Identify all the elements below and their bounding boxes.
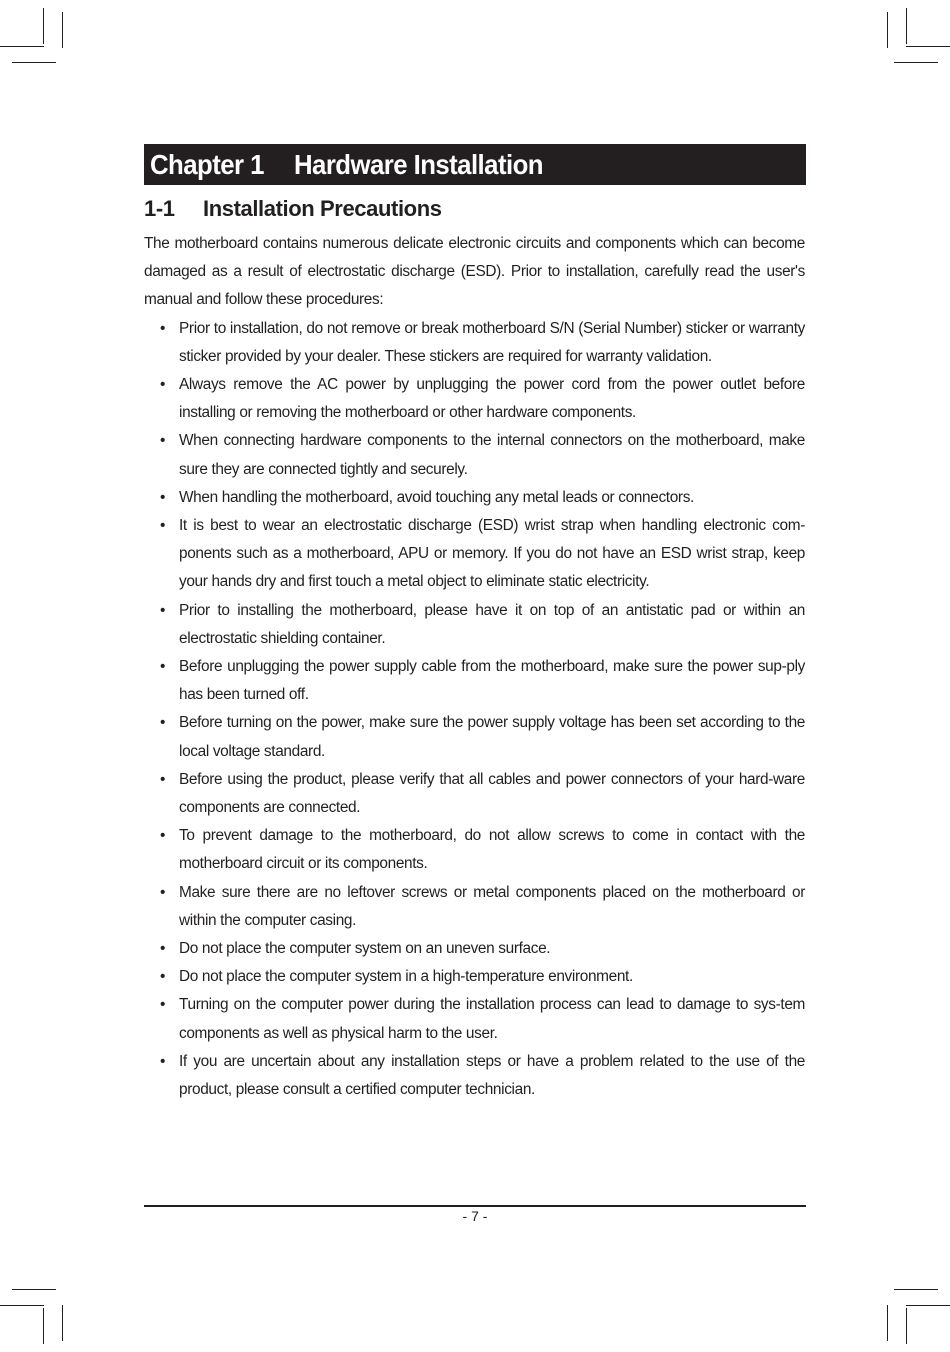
- bullet-icon: •: [160, 658, 166, 676]
- list-item-text: Turning on the computer power during the installation process can lead to damage to sys-tem components as well as physical harm to the user.: [179, 996, 805, 1042]
- list-item: [144, 597, 805, 653]
- list-item-text: Do not place the computer system on an uneven surface.: [179, 940, 551, 958]
- bullet-icon: •: [160, 1052, 166, 1070]
- chapter-title: Hardware Installation: [294, 148, 543, 180]
- list-item: [144, 512, 805, 597]
- list-item: [144, 935, 805, 963]
- list-item: [144, 315, 805, 371]
- section-heading: [144, 196, 442, 222]
- list-item: [144, 709, 805, 765]
- list-item: [144, 879, 805, 935]
- list-item: [144, 371, 805, 427]
- list-item-text: To prevent damage to the motherboard, do not allow screws to come in contact with the motherboard circuit or its components.: [179, 827, 805, 873]
- crop-mark: [12, 62, 56, 63]
- list-item-text: It is best to wear an electrostatic discharge (ESD) wrist strap when handling electronic com-ponents such as a motherboard, APU or memory. If you do not have an ESD wrist strap, keep your hands dry and first touch a metal object to eliminate static electricity.: [179, 517, 805, 591]
- section-number: 1-1: [144, 196, 175, 221]
- list-item-text: Before using the product, please verify that all cables and power connectors of your hard-ware components are connected.: [179, 770, 805, 817]
- bullet-icon: •: [160, 968, 166, 986]
- bullet-icon: •: [160, 940, 166, 958]
- crop-mark: [0, 1305, 44, 1306]
- crop-mark: [894, 1289, 938, 1290]
- list-item-text: Make sure there are no leftover screws or metal components placed on the motherboard or within the computer casing.: [179, 883, 805, 929]
- bullet-icon: •: [160, 376, 166, 394]
- crop-mark: [894, 62, 938, 63]
- list-item-text: When handling the motherboard, avoid touching any metal leads or connectors.: [179, 488, 694, 506]
- crop-mark: [12, 1289, 56, 1290]
- list-item-text: Always remove the AC power by unplugging the power cord from the power outlet before installing or removing the motherboard or other hardware components.: [179, 376, 805, 422]
- bullet-icon: •: [160, 319, 166, 337]
- list-item-text: Prior to installation, do not remove or break motherboard S/N (Serial Number) sticker or warranty sticker provided by your dealer. These stickers are required for warranty validation.: [179, 319, 805, 365]
- section-title: Installation Precautions: [203, 196, 442, 221]
- bullet-icon: •: [160, 432, 166, 450]
- bullet-icon: •: [160, 517, 166, 535]
- crop-mark: [906, 1305, 950, 1306]
- crop-mark: [62, 1305, 63, 1341]
- crop-mark: [62, 12, 63, 48]
- list-item-text: When connecting hardware components to the internal connectors on the motherboard, make sure they are connected tightly and securely.: [179, 432, 805, 478]
- list-item-text: If you are uncertain about any installation steps or have a problem related to the use of the product, please consult a certified computer technician.: [179, 1052, 805, 1099]
- chapter-header: [144, 144, 806, 185]
- list-item: [144, 991, 805, 1047]
- bullet-icon: •: [160, 770, 166, 788]
- intro-paragraph: The motherboard contains numerous delicate electronic circuits and components which can become damaged as a result of electrostatic discharge (ESD). Prior to installation, carefully read the user's manual and follow these procedures:: [144, 235, 805, 309]
- crop-mark: [906, 46, 950, 47]
- bullet-icon: •: [160, 488, 166, 506]
- precautions-list: [144, 315, 805, 1105]
- list-item-text: Before turning on the power, make sure the power supply voltage has been set according to the local voltage standard.: [179, 714, 805, 760]
- list-item-text: Before unplugging the power supply cable from the motherboard, make sure the power sup-ply has been turned off.: [179, 658, 805, 704]
- crop-mark: [0, 46, 44, 47]
- footer-rule: [144, 1205, 806, 1207]
- list-item: [144, 484, 805, 512]
- crop-mark: [43, 1308, 44, 1344]
- list-item: [144, 1048, 805, 1104]
- chapter-number: Chapter 1: [150, 148, 264, 180]
- bullet-icon: •: [160, 714, 166, 732]
- bullet-icon: •: [160, 601, 166, 619]
- crop-mark: [43, 8, 44, 44]
- list-item: [144, 653, 805, 709]
- section-body: [144, 230, 805, 1104]
- crop-mark: [887, 12, 888, 48]
- list-item-text: Do not place the computer system in a high-temperature environment.: [179, 968, 633, 986]
- list-item: [144, 822, 805, 878]
- list-item: [144, 766, 805, 822]
- bullet-icon: •: [160, 996, 166, 1014]
- bullet-icon: •: [160, 827, 166, 845]
- crop-mark: [887, 1305, 888, 1341]
- bullet-icon: •: [160, 883, 166, 901]
- page-number: - 7 -: [462, 1208, 488, 1224]
- list-item: [144, 427, 805, 483]
- list-item-text: Prior to installing the motherboard, please have it on top of an antistatic pad or within an electrostatic shielding container.: [179, 601, 805, 647]
- list-item: [144, 963, 805, 991]
- crop-mark: [906, 1308, 907, 1344]
- crop-mark: [906, 8, 907, 44]
